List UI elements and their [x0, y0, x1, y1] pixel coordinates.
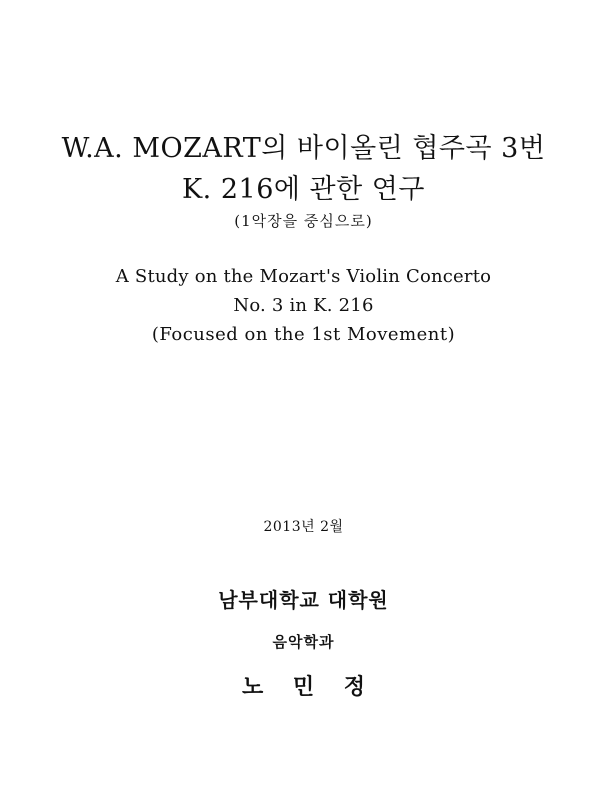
department-name: 음악학과	[272, 633, 335, 651]
korean-subtitle: (1악장을 중심으로)	[234, 212, 373, 230]
author-name: 노 민 정	[241, 674, 366, 700]
korean-title-line-1: W.A. MOZART의 바이올린 협주곡 3번	[61, 133, 546, 164]
english-title-line-2: No. 3 in K. 216	[233, 295, 374, 316]
university-name: 남부대학교 대학원	[218, 588, 389, 612]
korean-title-line-2: K. 216에 관한 연구	[182, 174, 425, 205]
submission-date: 2013년 2월	[263, 519, 344, 535]
english-subtitle: (Focused on the 1st Movement)	[151, 324, 456, 345]
english-title-line-1: A Study on the Mozart's Violin Concerto	[115, 266, 492, 287]
